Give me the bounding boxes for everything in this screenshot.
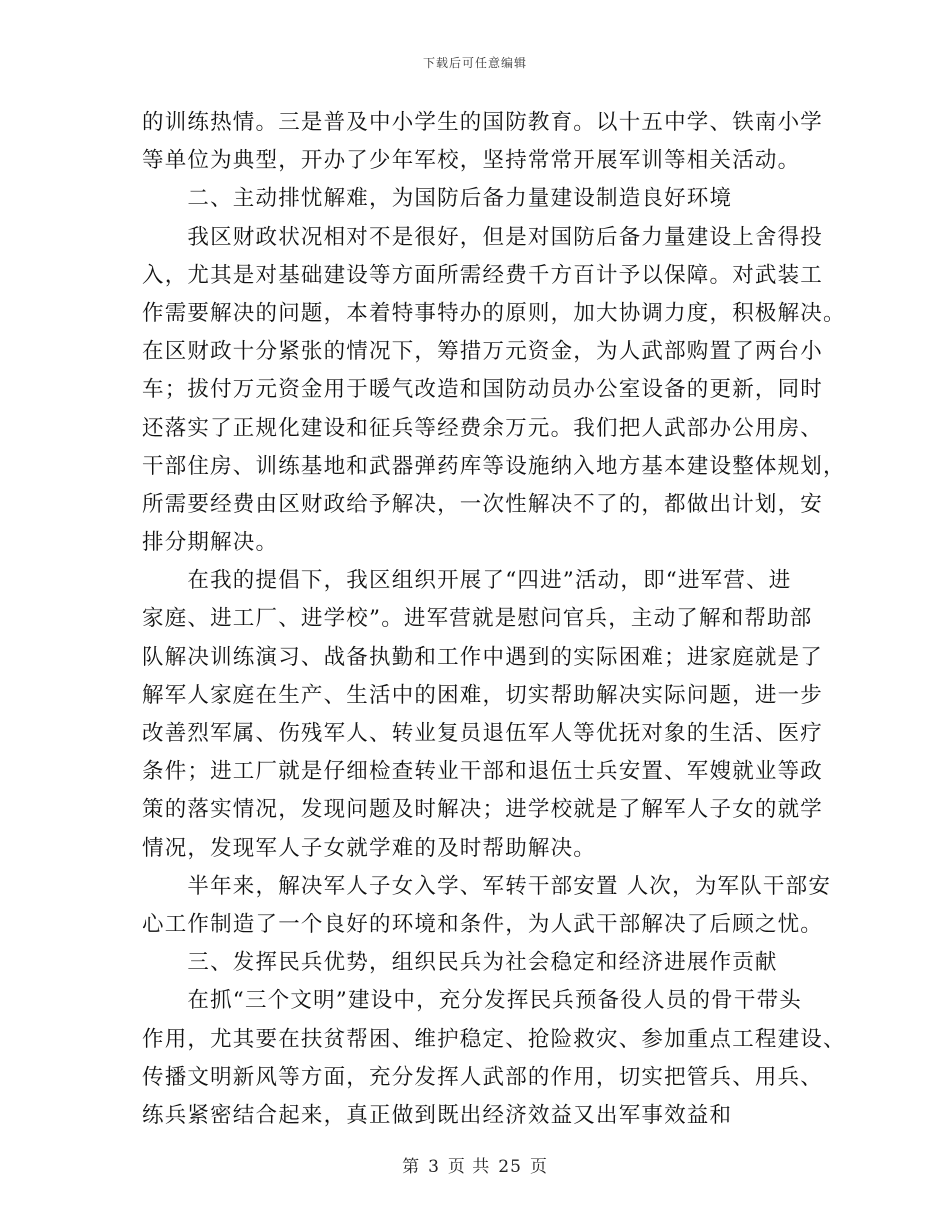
- text-line: 改善烈军属、伤残军人、转业复员退伍军人等优抚对象的生活、医疗: [142, 721, 824, 746]
- text-line: 解军人家庭在生产、生活中的困难，切实帮助解决实际问题，进一步: [142, 682, 824, 708]
- text-line: 的训练热情。三是普及中小学生的国防教育。以十五中学、铁南小学: [142, 110, 824, 135]
- page-number: 3: [428, 1157, 440, 1177]
- text-line: 队解决训练演习、战备执勤和工作中遇到的实际困难；进家庭就是了: [142, 644, 824, 670]
- text-line: 半年来，解决军人子女入学、军转干部安置 人次，为军队干部安: [142, 873, 832, 899]
- text-line: 还落实了正规化建设和征兵等经费余万元。我们把人武部办公用房、: [142, 415, 824, 441]
- text-line: 心工作制造了一个良好的环境和条件，为人武干部解决了后顾之忧。: [142, 911, 824, 937]
- document-body: [142, 104, 846, 1135]
- text-line: 所需要经费由区财政给予解决，一次性解决不了的，都做出计划，安: [142, 491, 824, 517]
- section-heading: 二、主动排忧解难，为国防后备力量建设制造良好环境: [142, 186, 733, 212]
- text-line: 条件；进工厂就是仔细检查转业干部和退伍士兵安置、军嫂就业等政: [142, 759, 824, 785]
- text-line: 家庭、进工厂、进学校”。进军营就是慰问官兵，主动了解和帮助部: [142, 606, 813, 632]
- text-line: 在抓“三个文明”建设中，充分发挥民兵预备役人员的骨干带头: [142, 988, 802, 1014]
- page-footer: [0, 1152, 950, 1177]
- footer-middle: 页 共: [447, 1157, 491, 1177]
- text-line: 在区财政十分紧张的情况下，筹措万元资金，为人武部购置了两台小: [142, 339, 824, 365]
- footer-suffix: 页: [529, 1157, 548, 1177]
- page-total: 25: [498, 1157, 522, 1177]
- text-line: 干部住房、训练基地和武器弹药库等设施纳入地方基本建设整体规划，: [142, 453, 846, 479]
- text-line: 在我的提倡下，我区组织开展了“四进”活动，即“进军营、进: [142, 568, 792, 594]
- text-line: 入，尤其是对基础建设等方面所需经费千方百计予以保障。对武装工: [142, 262, 824, 288]
- text-line: 策的落实情况，发现问题及时解决；进学校就是了解军人子女的就学: [142, 797, 824, 823]
- page-header: [0, 54, 950, 71]
- text-line: 作需要解决的问题，本着特事特办的原则，加大协调力度，积极解决。: [142, 300, 846, 326]
- text-line: 我区财政状况相对不是很好，但是对国防后备力量建设上舍得投: [142, 224, 824, 250]
- footer-prefix: 第: [402, 1157, 421, 1177]
- text-line: 排分期解决。: [142, 530, 279, 556]
- text-line: 等单位为典型，开办了少年军校，坚持常常开展军训等相关活动。: [142, 148, 801, 174]
- text-line: 作用，尤其要在扶贫帮困、维护稳定、抢险救灾、参加重点工程建设、: [142, 1026, 846, 1052]
- text-line: 车；拔付万元资金用于暖气改造和国防动员办公室设备的更新，同时: [142, 377, 824, 403]
- text-line: 练兵紧密结合起来，真正做到既出经济效益又出军事效益和: [142, 1102, 733, 1128]
- header-text: 下载后可任意编辑: [422, 56, 527, 70]
- section-heading: 三、发挥民兵优势，组织民兵为社会稳定和经济进展作贡献: [142, 950, 778, 976]
- text-line: 情况，发现军人子女就学难的及时帮助解决。: [142, 835, 597, 861]
- text-line: 传播文明新风等方面，充分发挥人武部的作用，切实把管兵、用兵、: [142, 1064, 824, 1090]
